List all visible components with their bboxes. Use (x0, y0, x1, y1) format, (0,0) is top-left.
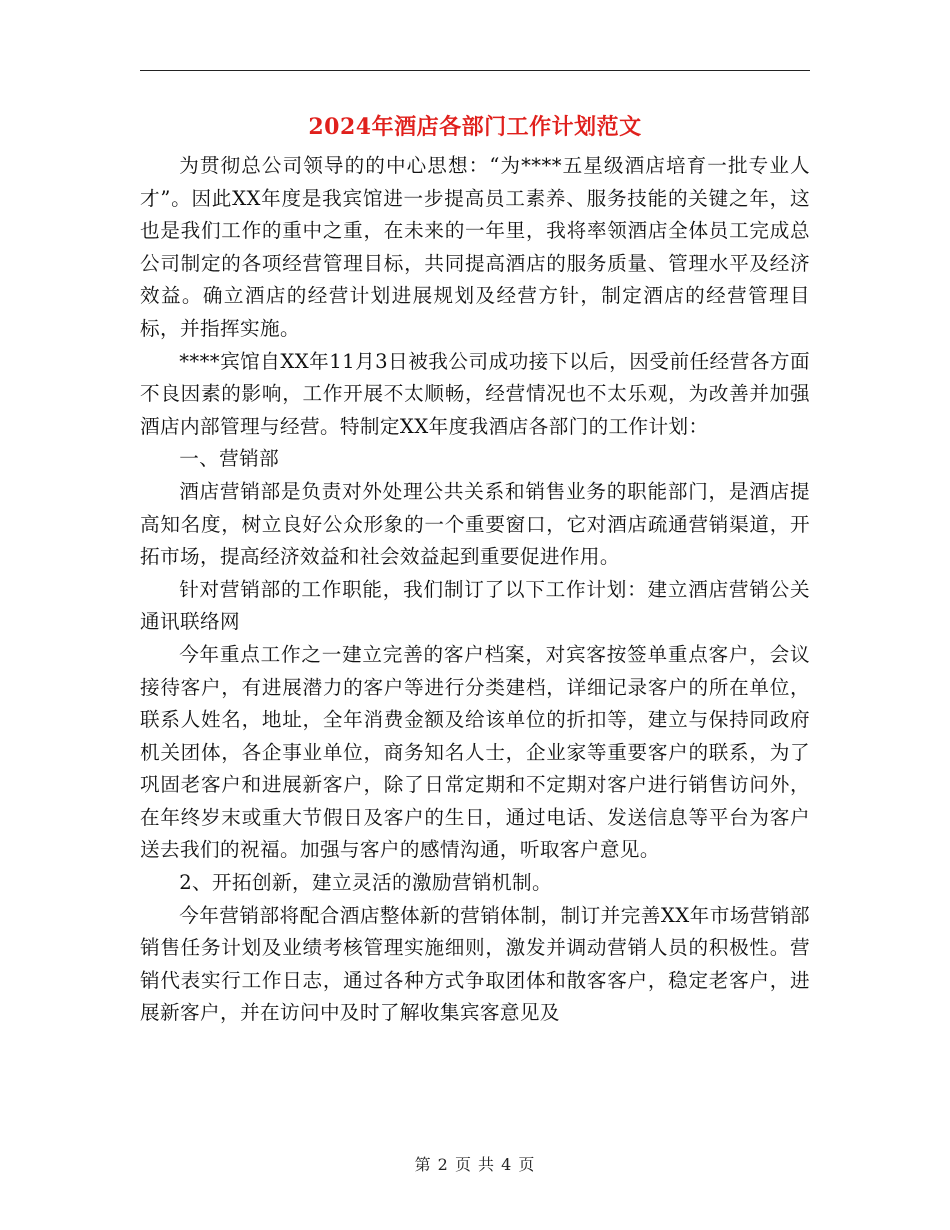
paragraph-incentive: 今年营销部将配合酒店整体新的营销体制，制订并完善XX年市场营销部销售任务计划及业绩考核管理实施细则，激发并调动营销人员的积极性。营销代表实行工作日志，通过各种方式争取团体和散客客户，稳定老客户，进展新客户，并在访问中及时了解收集宾客意见及 (140, 903, 810, 1025)
paragraph-intro: 为贯彻总公司领导的的中心思想：“为****五星级酒店培育一批专业人才”。因此XX年度是我宾馆进一步提高员工素养、服务技能的关键之年，这也是我们工作的重中之重，在未来的一年里，我将率领酒店全体员工完成总公司制定的各项经营管理目标，共同提高酒店的服务质量、管理水平及经济效益。确立酒店的经营计划进展规划及经营方针，制定酒店的经营管理目标，并指挥实施。 (140, 154, 810, 340)
header-rule (140, 70, 810, 71)
paragraph-customer-archive: 今年重点工作之一建立完善的客户档案，对宾客按签单重点客户，会议接待客户，有进展潜力的客户等进行分类建档，详细记录客户的所在单位，联系人姓名，地址，全年消费金额及给该单位的折扣等，建立与保持同政府机关团体，各企事业单位，商务知名人士，企业家等重要客户的联系，为了巩固老客户和进展新客户，除了日常定期和不定期对客户进行销售访问外，在年终岁末或重大节假日及客户的生日，通过电话、发送信息等平台为客户送去我们的祝福。加强与客户的感情沟通，听取客户意见。 (140, 642, 810, 862)
subsection-heading-innovation: 2、开拓创新，建立灵活的激励营销机制。 (179, 871, 552, 895)
section-heading-marketing: 一、营销部 (179, 447, 280, 471)
paragraph-marketing-plan: 针对营销部的工作职能，我们制订了以下工作计划：建立酒店营销公关通讯联络网 (140, 577, 810, 634)
page-footer: 第 2 页 共 4 页 (414, 1155, 536, 1174)
document-body (140, 150, 810, 1030)
document-title: 2024年酒店各部门工作计划范文 (308, 114, 642, 140)
paragraph-background: ****宾馆自XX年11月3日被我公司成功接下以后，因受前任经营各方面不良因素的影响，工作开展不太顺畅，经营情况也不太乐观，为改善并加强酒店内部管理与经营。特制定XX年度我酒店各部门的工作计划： (140, 349, 810, 438)
paragraph-marketing-role: 酒店营销部是负责对外处理公共关系和销售业务的职能部门，是酒店提高知名度，树立良好公众形象的一个重要窗口，它对酒店疏通营销渠道，开拓市场，提高经济效益和社会效益起到重要促进作用。 (140, 479, 810, 569)
